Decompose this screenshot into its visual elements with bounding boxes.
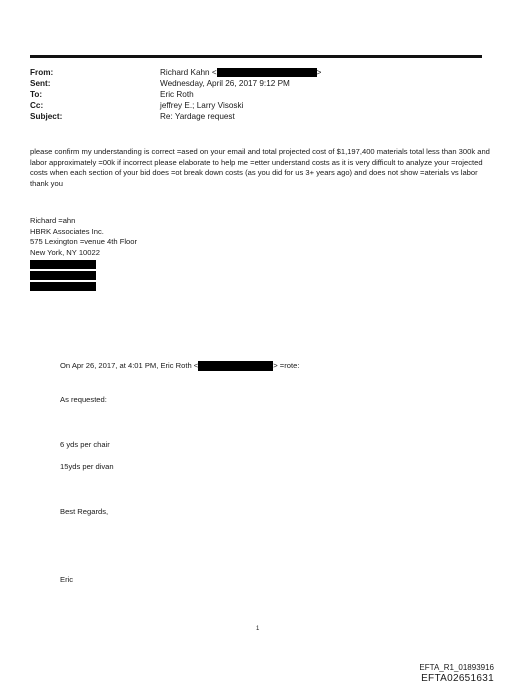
sent-value: Wednesday, April 26, 2017 9:12 PM	[160, 79, 290, 88]
to-value: Eric Roth	[160, 90, 194, 99]
quoted-intro-suffix: > =rote:	[273, 361, 300, 370]
closing: Best Regards,	[60, 507, 109, 516]
from-value	[160, 67, 321, 78]
document-id-2: EFTA02651631	[421, 673, 494, 684]
redacted-contact-3	[30, 282, 96, 291]
quoted-intro	[60, 361, 299, 371]
sent-label: Sent:	[30, 79, 51, 88]
subject-value: Re: Yardage request	[160, 112, 235, 121]
subject-label: Subject:	[30, 112, 63, 121]
redacted-contact-2	[30, 271, 96, 280]
document-id-1: EFTA_R1_01893916	[419, 663, 494, 672]
signature-city: New York, NY 10022	[30, 247, 100, 257]
from-label: From:	[30, 68, 54, 77]
cc-value: jeffrey E.; Larry Visoski	[160, 101, 244, 110]
signature-name: Richard =ahn	[30, 216, 76, 225]
as-requested: As requested:	[60, 395, 107, 404]
signature-address: 575 Lexington =venue 4th Floor	[30, 237, 138, 246]
from-name: Richard Kahn <	[160, 68, 217, 77]
redacted-email	[198, 361, 273, 371]
sender-name: Eric	[60, 575, 74, 584]
from-suffix: >	[316, 68, 322, 77]
yardage-chair: 6 yds per chair	[60, 440, 110, 449]
header-rule	[30, 55, 482, 58]
to-label: To:	[30, 90, 43, 99]
page-number: 1	[256, 626, 260, 632]
signature-company: HBRK Associates Inc.	[30, 226, 104, 236]
redacted-contact-1	[30, 260, 96, 269]
cc-label: Cc:	[30, 101, 44, 110]
signature-block	[30, 216, 137, 258]
quoted-intro-prefix: On Apr 26, 2017, at 4:01 PM, Eric Roth <	[60, 361, 199, 370]
yardage-divan: 15yds per divan	[60, 462, 114, 471]
email-body: please confirm my understanding is correct =ased on your email and total projected cost of $1,197,400 materials total less than 300k and labor approximately =00k if incorrect please elaborate to help me =etter understand costs as it is very difficult to analyze your =rojected costs when each section of your bid does =ot break down costs (as you did for us 3+ years ago) and does not show =aterials vs labor thank you	[30, 147, 490, 188]
redacted-email	[217, 68, 317, 77]
